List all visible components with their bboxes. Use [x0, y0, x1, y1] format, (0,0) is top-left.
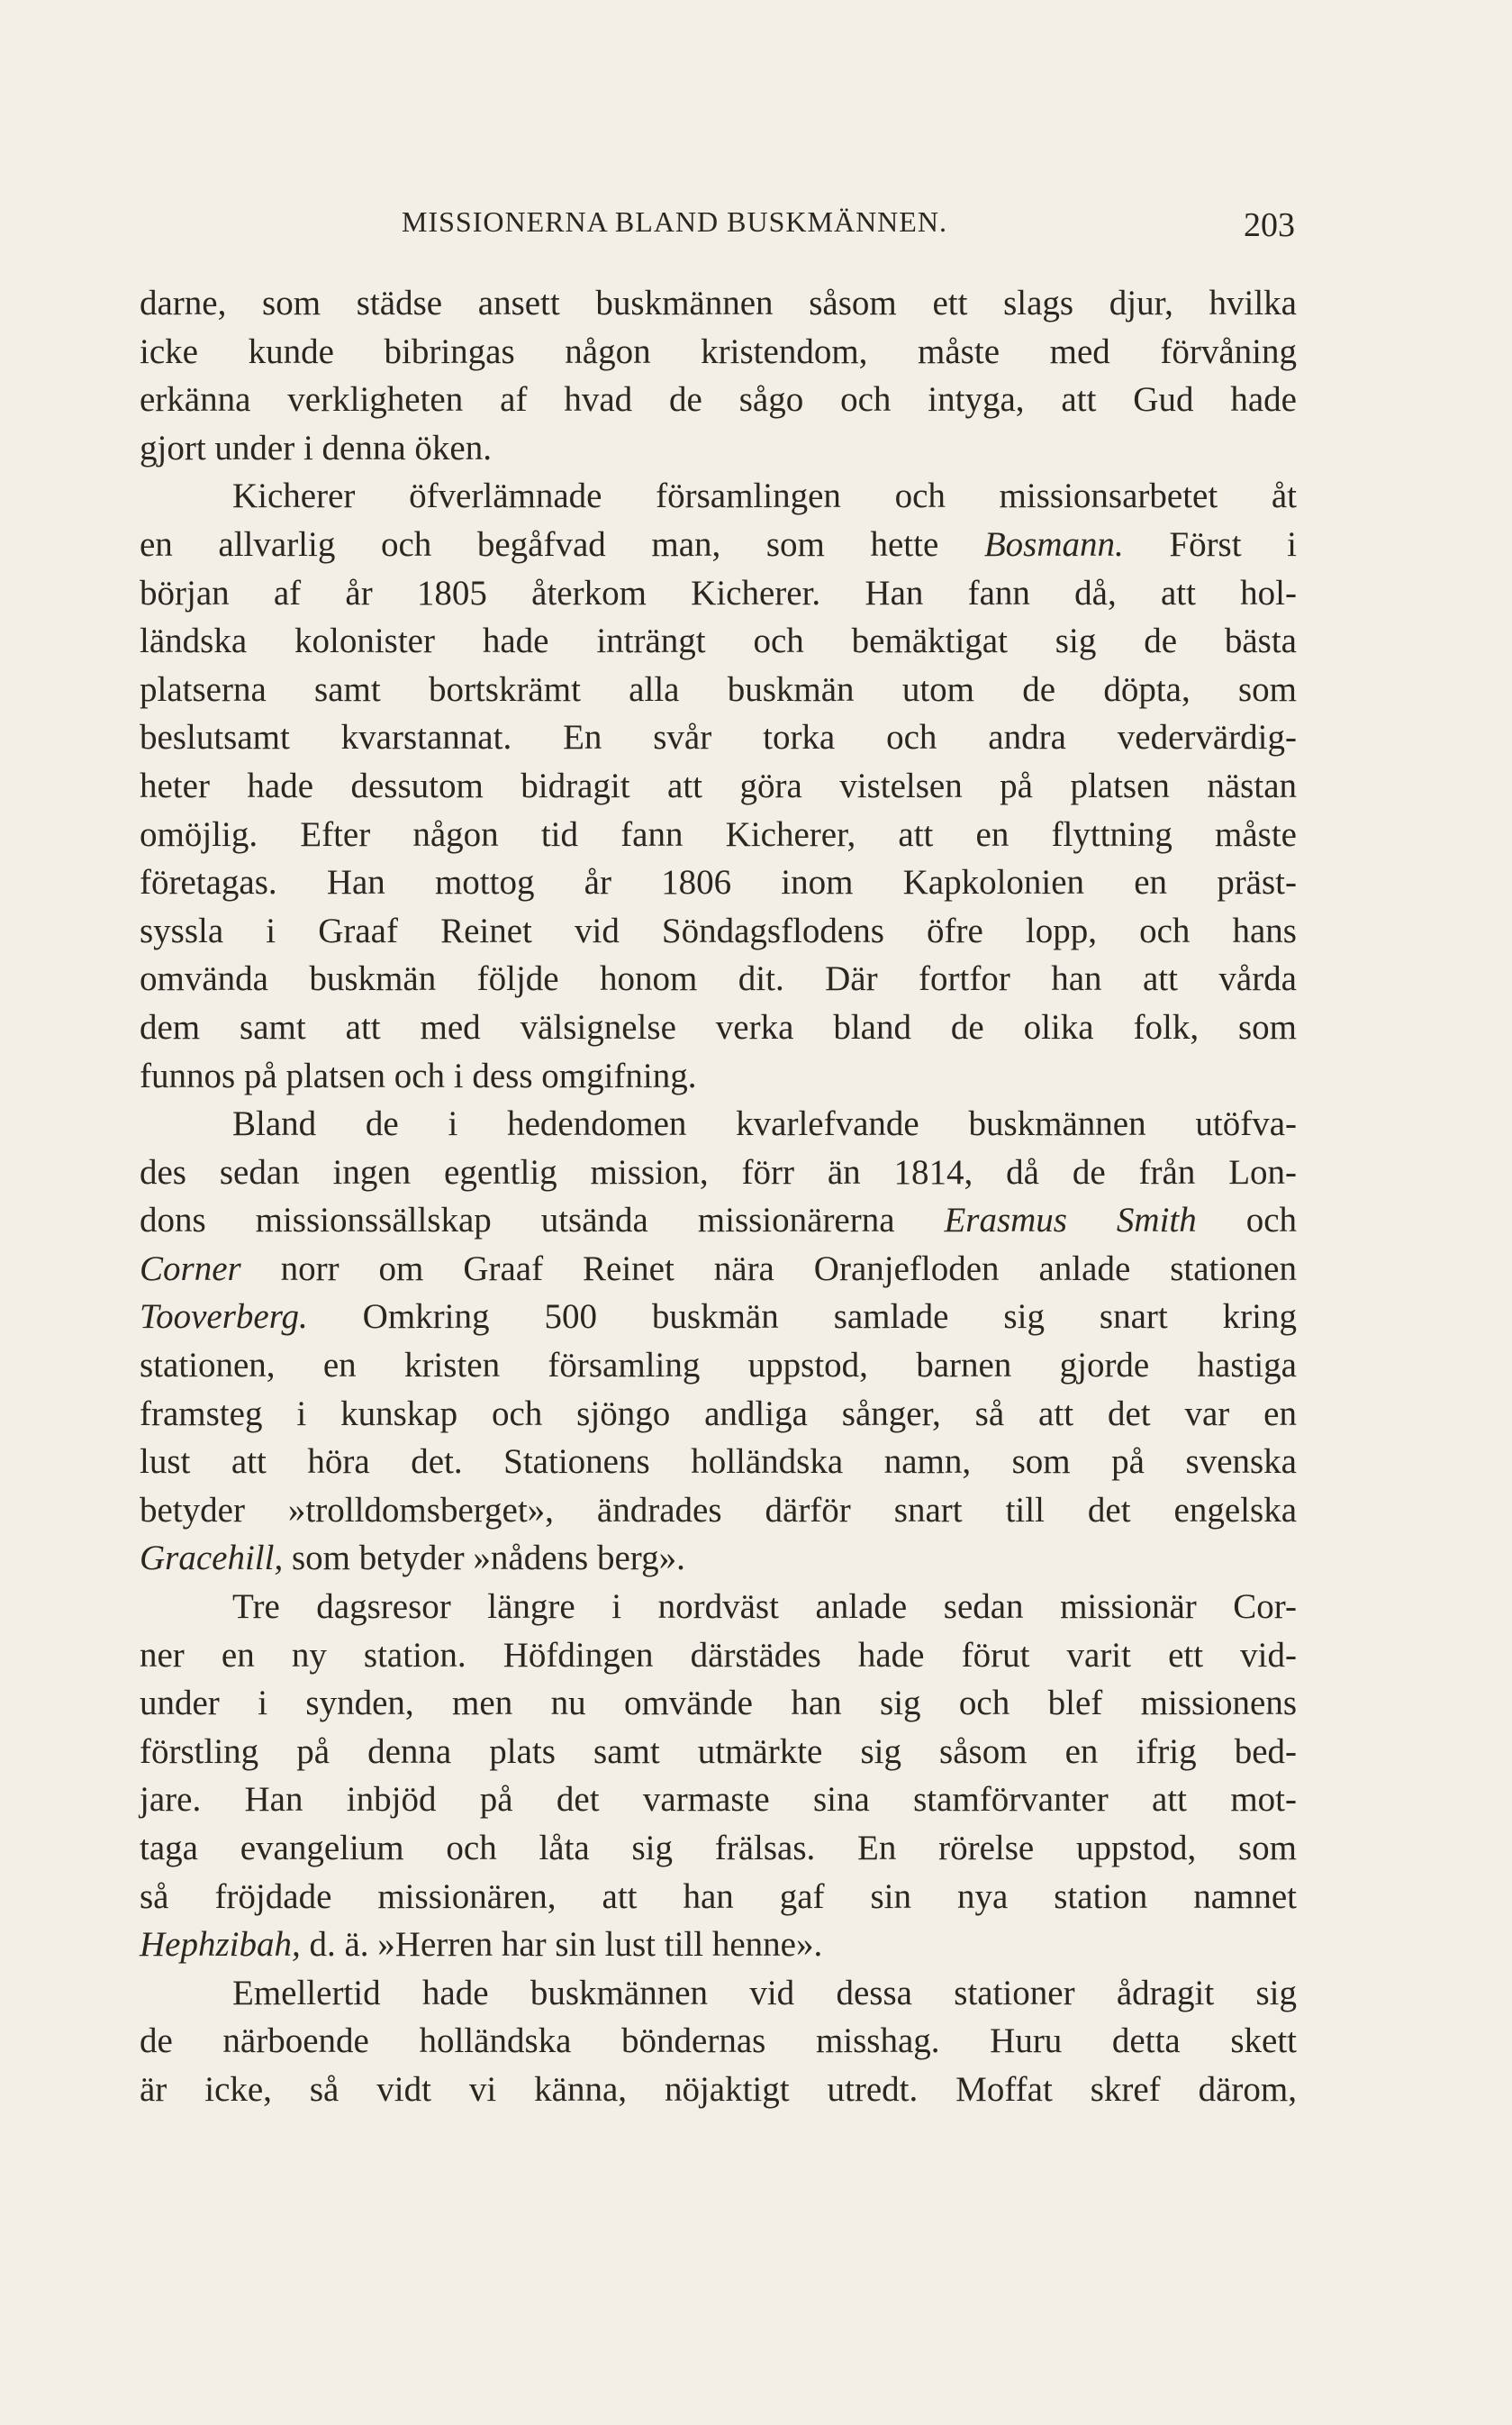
text-line: [140, 279, 1297, 328]
text-segment: Bland de i hedendomen kvarlefvande buskmännen utöfva-: [232, 1104, 1297, 1144]
text-line: [140, 617, 1297, 666]
text-line: [140, 1100, 1297, 1149]
text-segment: stationen, en kristen församling uppstod, barnen gjorde hastiga: [140, 1346, 1297, 1385]
text-line: [140, 955, 1297, 1004]
text-segment: så fröjdade missionären, att han gaf sin nya station namnet: [140, 1876, 1297, 1916]
text-line: [140, 2017, 1297, 2066]
text-segment: heter hade dessutom bidragit att göra vistelsen på platsen nästan: [140, 766, 1297, 805]
text-segment: företagas. Han mottog år 1806 inom Kapkolonien en präst-: [140, 863, 1297, 903]
text-segment: Först i: [1123, 524, 1297, 564]
text-line: [140, 1196, 1297, 1245]
text-segment: dem samt att med välsignelse verka bland de olika folk, som: [140, 1007, 1297, 1047]
text-segment: omvända buskmän följde honom dit. Där fortfor han att vårda: [140, 959, 1297, 999]
text-line: [140, 1824, 1297, 1873]
text-segment: norr om Graaf Reinet nära Oranjefloden anlade stationen: [240, 1249, 1297, 1288]
text-line: [140, 1969, 1297, 2018]
text-line: [140, 1486, 1297, 1535]
text-line: [140, 1534, 1297, 1583]
text-segment: Kicherer öfverlämnade församlingen och missionsarbetet åt: [232, 477, 1297, 516]
text-segment: Omkring 500 buskmän samlade sig snart kring: [307, 1297, 1297, 1337]
text-segment: betyder »trolldomsberget», ändrades därför snart till det engelska: [140, 1490, 1297, 1530]
text-line: [140, 1728, 1297, 1776]
text-line: [140, 1631, 1297, 1680]
page-number: 203: [1244, 206, 1295, 244]
text-segment: jare. Han inbjöd på det varmaste sina stamförvanter att mot-: [140, 1780, 1297, 1820]
text-line: [140, 424, 1297, 473]
text-line: [140, 472, 1297, 521]
text-line: [140, 907, 1297, 956]
text-line: [140, 1149, 1297, 1197]
text-line: [140, 376, 1297, 424]
text-segment: och: [1196, 1201, 1298, 1240]
italic-name: Hephzibah,: [140, 1925, 301, 1965]
italic-name: Erasmus Smith: [944, 1201, 1197, 1240]
text-line: [140, 1341, 1297, 1390]
italic-name: Bosmann.: [983, 524, 1124, 564]
text-line: [140, 762, 1297, 811]
text-line: [140, 1052, 1297, 1101]
text-line: [140, 1245, 1297, 1294]
text-line: [140, 1438, 1297, 1486]
page-header: [142, 205, 1295, 259]
text-line: [140, 1921, 1297, 1969]
running-head: MISSIONERNA BLAND BUSKMÄNNEN.: [402, 205, 947, 238]
text-segment: Tre dagsresor längre i nordväst anlade sedan missionär Cor-: [232, 1587, 1297, 1627]
text-segment: gjort under i denna öken.: [140, 428, 492, 468]
text-line: [140, 811, 1297, 859]
text-line: [140, 1776, 1297, 1824]
text-line: [140, 569, 1297, 618]
text-segment: lust att höra det. Stationens holländska namn, som på svenska: [140, 1442, 1297, 1482]
text-segment: erkänna verkligheten af hvad de sågo och intyga, att Gud hade: [140, 380, 1297, 420]
text-segment: icke kunde bibringas någon kristendom, måste med förvåning: [140, 332, 1297, 371]
text-segment: dons missionssällskap utsända missionärerna: [140, 1201, 945, 1240]
text-line: [140, 1293, 1297, 1341]
text-segment: ländska kolonister hade inträngt och bemäktigat sig de bästa: [140, 622, 1297, 661]
text-segment: taga evangelium och låta sig frälsas. En rörelse uppstod, som: [140, 1829, 1297, 1867]
text-segment: förstling på denna plats samt utmärkte sig såsom en ifrig bed-: [140, 1731, 1297, 1771]
text-segment: des sedan ingen egentlig mission, förr än 1814, då de från Lon-: [140, 1152, 1297, 1192]
text-segment: en allvarlig och begåfvad man, som hette: [140, 524, 984, 564]
text-line: [140, 521, 1297, 569]
text-line: [140, 1004, 1297, 1052]
italic-name: Corner: [140, 1249, 241, 1288]
text-segment: funnos på platsen och i dess omgifning.: [140, 1056, 697, 1095]
text-segment: platserna samt bortskrämt alla buskmän utom de döpta, som: [140, 669, 1297, 709]
text-line: [140, 858, 1297, 907]
text-line: [140, 2066, 1297, 2114]
text-segment: är icke, så vidt vi känna, nöjaktigt utredt. Moffat skref därom,: [140, 2069, 1297, 2109]
text-line: [140, 713, 1297, 762]
text-line: [140, 1679, 1297, 1728]
text-segment: Emellertid hade buskmännen vid dessa stationer ådragit sig: [232, 1973, 1297, 2012]
text-line: [140, 666, 1297, 714]
italic-name: Gracehill,: [140, 1539, 284, 1578]
text-segment: darne, som städse ansett buskmännen såsom ett slags djur, hvilka: [140, 284, 1297, 322]
text-segment: under i synden, men nu omvände han sig och blef missionens: [140, 1684, 1297, 1723]
body-text: [140, 279, 1297, 2114]
text-line: [140, 1583, 1297, 1631]
text-line: [140, 1873, 1297, 1921]
italic-name: Tooverberg.: [140, 1297, 308, 1337]
text-line: [140, 328, 1297, 377]
text-segment: ner en ny station. Höfdingen därstädes hade förut varit ett vid-: [140, 1635, 1297, 1675]
text-segment: de närboende holländska böndernas misshag. Huru detta skett: [140, 2021, 1297, 2061]
text-segment: omöjlig. Efter någon tid fann Kicherer, att en flyttning måste: [140, 814, 1297, 854]
text-line: [140, 1390, 1297, 1439]
text-segment: d. ä. »Herren har sin lust till henne».: [300, 1925, 823, 1965]
text-segment: som betyder »nådens berg».: [283, 1539, 685, 1578]
text-segment: beslutsamt kvarstannat. En svår torka och andra vedervärdig-: [140, 718, 1297, 758]
text-segment: syssla i Graaf Reinet vid Söndagsflodens öfre lopp, och hans: [140, 911, 1297, 950]
text-segment: framsteg i kunskap och sjöngo andliga sånger, så att det var en: [140, 1394, 1297, 1433]
text-segment: början af år 1805 återkom Kicherer. Han fann då, att hol-: [140, 573, 1297, 613]
